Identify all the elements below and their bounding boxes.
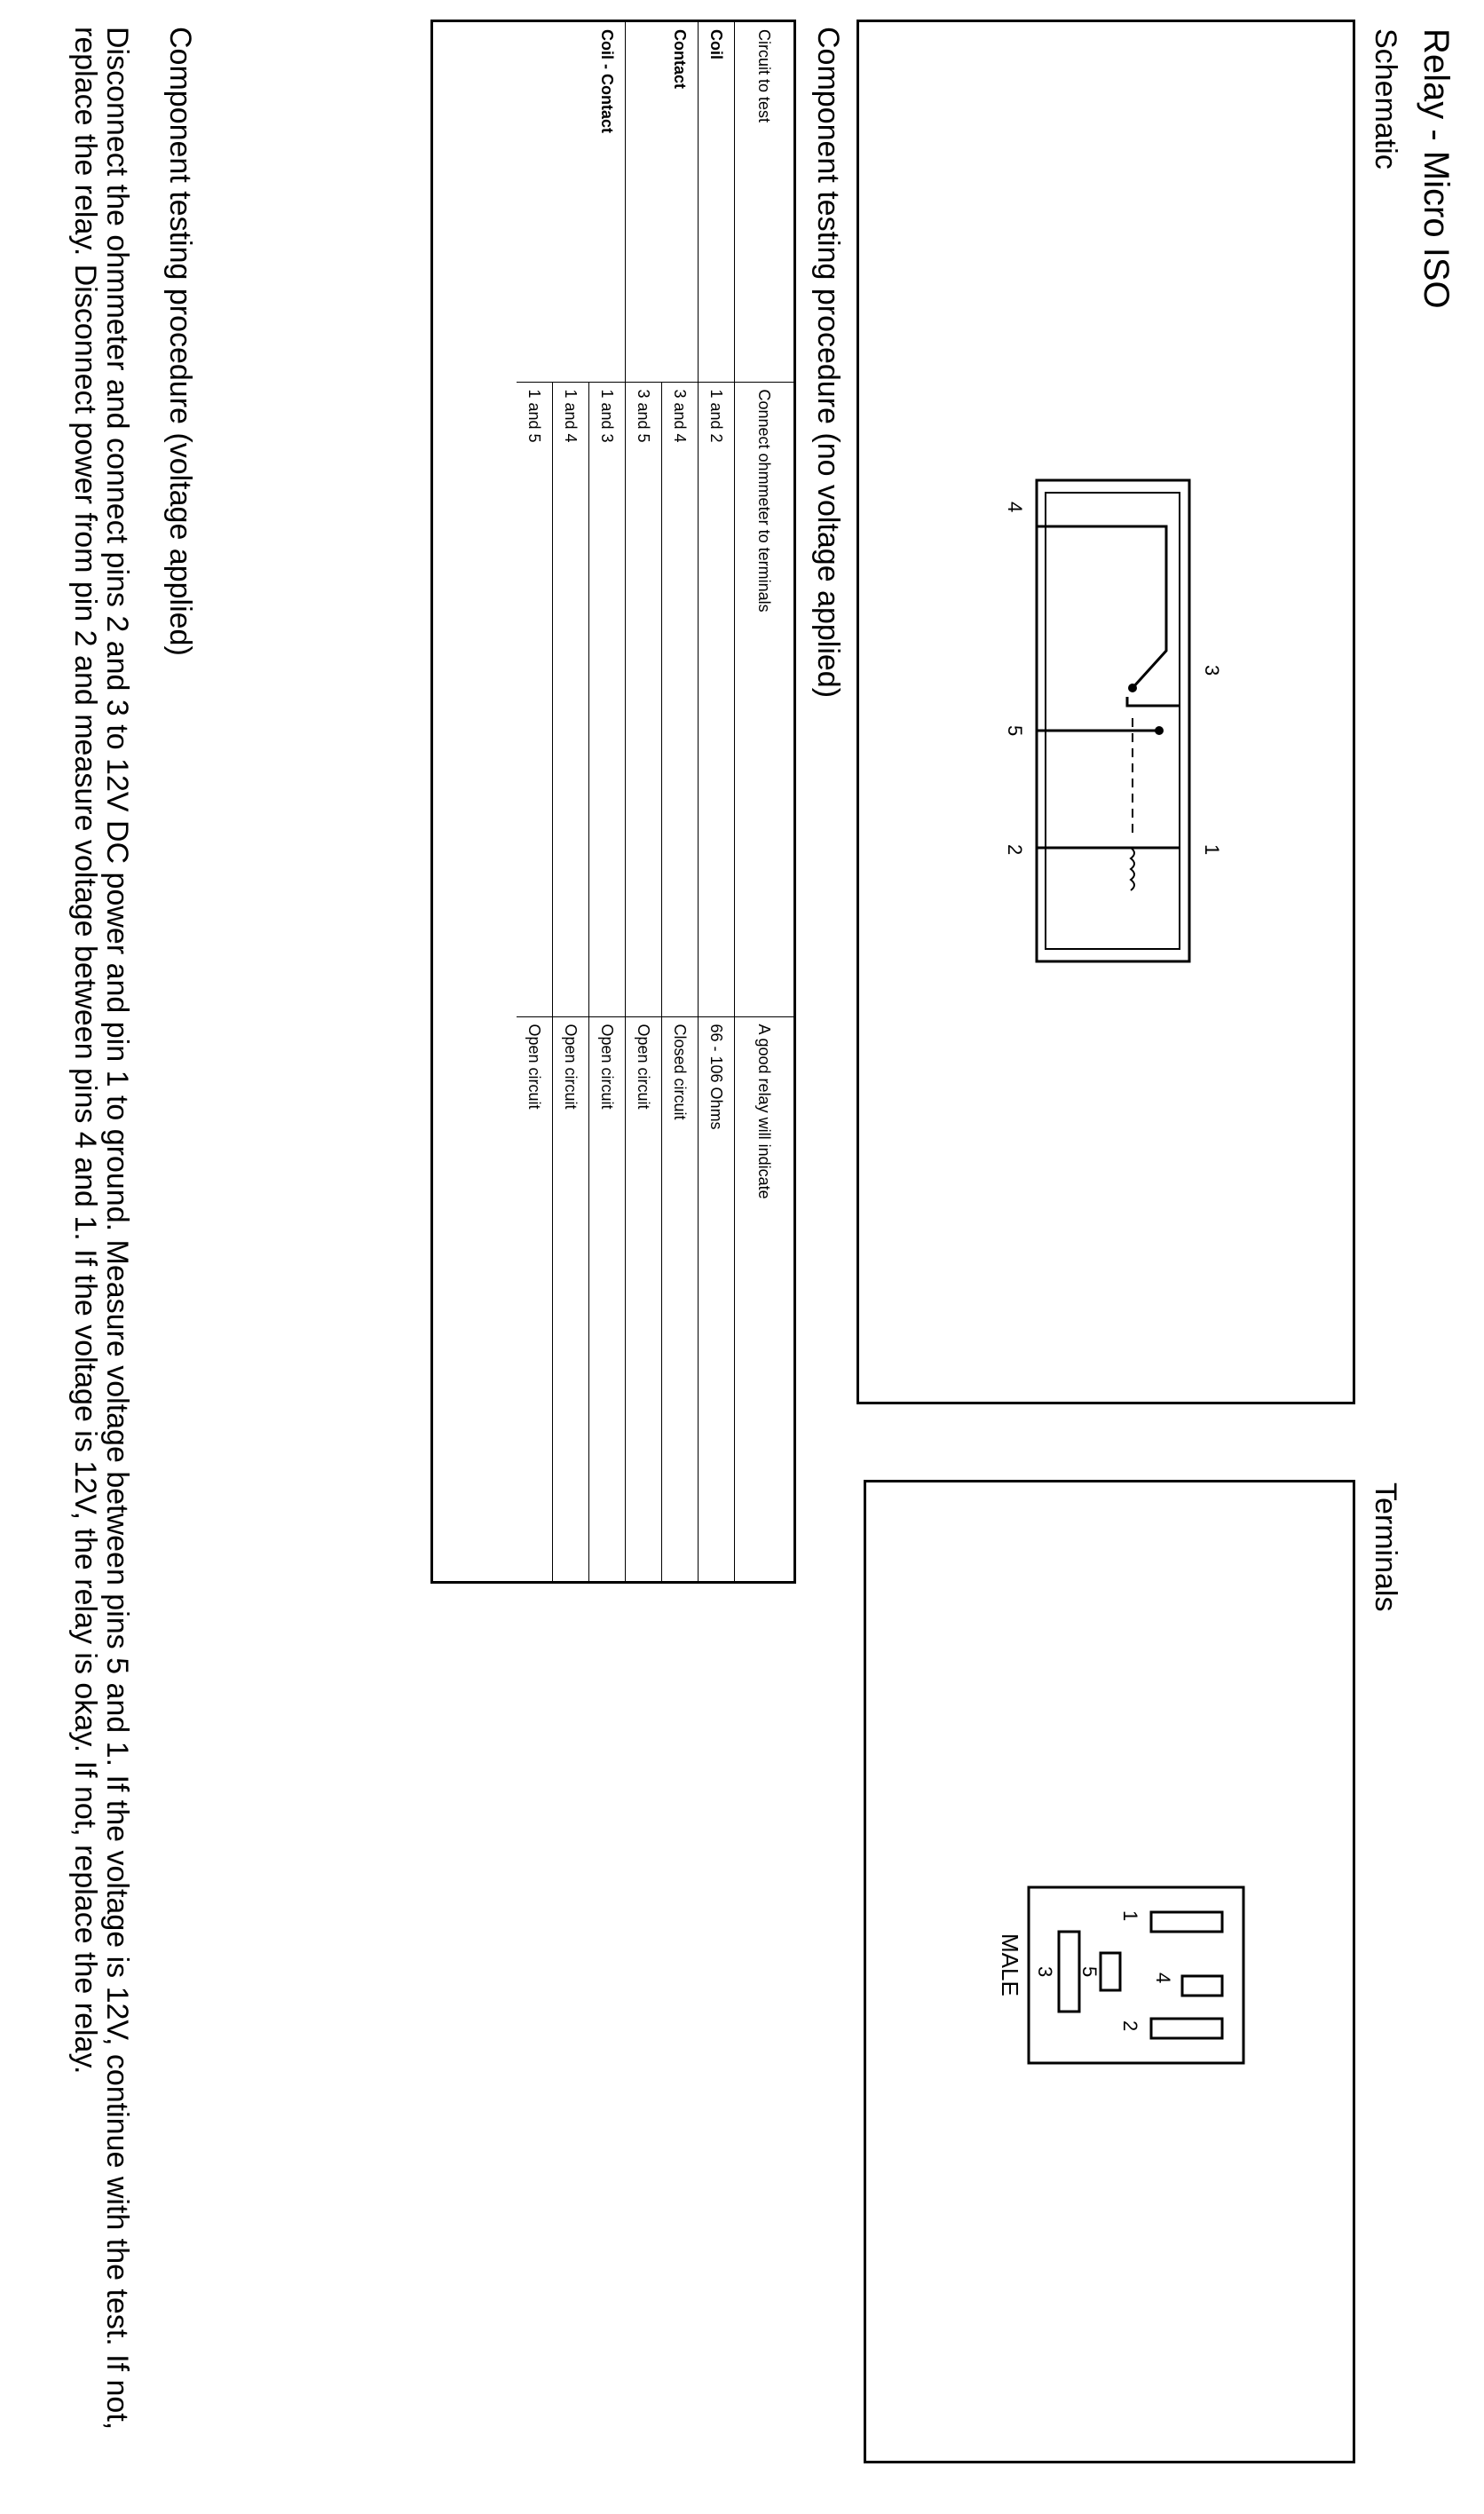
terminal-pin-label-2: 2 xyxy=(1119,2020,1141,2032)
page-title: Relay - Micro ISO xyxy=(1417,28,1456,309)
test-no-voltage-table xyxy=(430,20,796,1584)
schematic-pin-label-4: 4 xyxy=(1004,502,1026,513)
row-result: Closed circuit xyxy=(662,1016,699,1581)
table-row xyxy=(699,22,735,1581)
test-no-voltage-heading: Component testing procedure (no voltage applied) xyxy=(811,27,845,699)
column-header-terminals: Connect ohmmeter to terminals xyxy=(735,382,794,1016)
schematic-pin-label-2: 2 xyxy=(1004,844,1026,856)
terminal-pin-label-1: 1 xyxy=(1119,1910,1141,1922)
terminals-panel xyxy=(864,1480,1355,2463)
terminals-heading: Terminals xyxy=(1369,1482,1402,1612)
row-circuit xyxy=(626,22,662,382)
row-result: Open circuit xyxy=(626,1016,662,1581)
row-result: Open circuit xyxy=(589,1016,626,1581)
row-circuit: Contact xyxy=(662,22,699,382)
row-circuit: Coil xyxy=(699,22,735,382)
table-row xyxy=(662,22,699,1581)
relay-terminals-diagram xyxy=(866,1482,1353,2461)
terminal-pin-label-4: 4 xyxy=(1152,1972,1174,1984)
row-circuit xyxy=(517,22,553,382)
row-terminals: 1 and 2 xyxy=(699,382,735,1016)
table-row xyxy=(589,22,626,1581)
terminal-connector-label: MALE xyxy=(997,1933,1023,1996)
row-result: Open circuit xyxy=(517,1016,553,1581)
row-terminals: 3 and 4 xyxy=(662,382,699,1016)
column-header-result: A good relay will indicate xyxy=(735,1016,794,1581)
column-header-circuit: Circuit to test xyxy=(755,29,774,123)
terminal-pin-label-3: 3 xyxy=(1034,1966,1056,1978)
row-terminals: 1 and 3 xyxy=(589,382,626,1016)
terminal-pin-label-5: 5 xyxy=(1078,1966,1101,1978)
schematic-panel xyxy=(856,20,1355,1404)
schematic-pin-label-1: 1 xyxy=(1201,844,1223,856)
row-circuit xyxy=(553,22,589,382)
table-header-row xyxy=(735,22,794,1581)
relay-schematic-diagram xyxy=(859,22,1353,1402)
test-voltage-instructions: Disconnect the ohmmeter and connect pins 2 and 3 to 12V DC power and pin 1 to ground. Measure voltage between pins 5 and 1. If the voltage is 12V, continue with the test. If not, replace the relay. Disconnect power from pin 2 and measure voltage between pins 4 and 1. If the voltage is 12V, the relay is okay. If not, replace the relay. xyxy=(68,27,134,2431)
row-terminals: 1 and 5 xyxy=(517,382,553,1016)
row-result: 66 - 106 Ohms xyxy=(699,1016,735,1581)
row-terminals: 1 and 4 xyxy=(553,382,589,1016)
row-result: Open circuit xyxy=(553,1016,589,1581)
table-row xyxy=(626,22,662,1581)
table-row xyxy=(517,22,553,1581)
row-terminals: 3 and 5 xyxy=(626,382,662,1016)
schematic-pin-label-5: 5 xyxy=(1004,725,1026,737)
test-voltage-heading: Component testing procedure (voltage applied) xyxy=(163,27,197,656)
row-circuit: Coil - Contact xyxy=(589,22,626,382)
table-row xyxy=(553,22,589,1581)
schematic-heading: Schematic xyxy=(1369,28,1402,170)
schematic-pin-label-3: 3 xyxy=(1201,665,1223,676)
